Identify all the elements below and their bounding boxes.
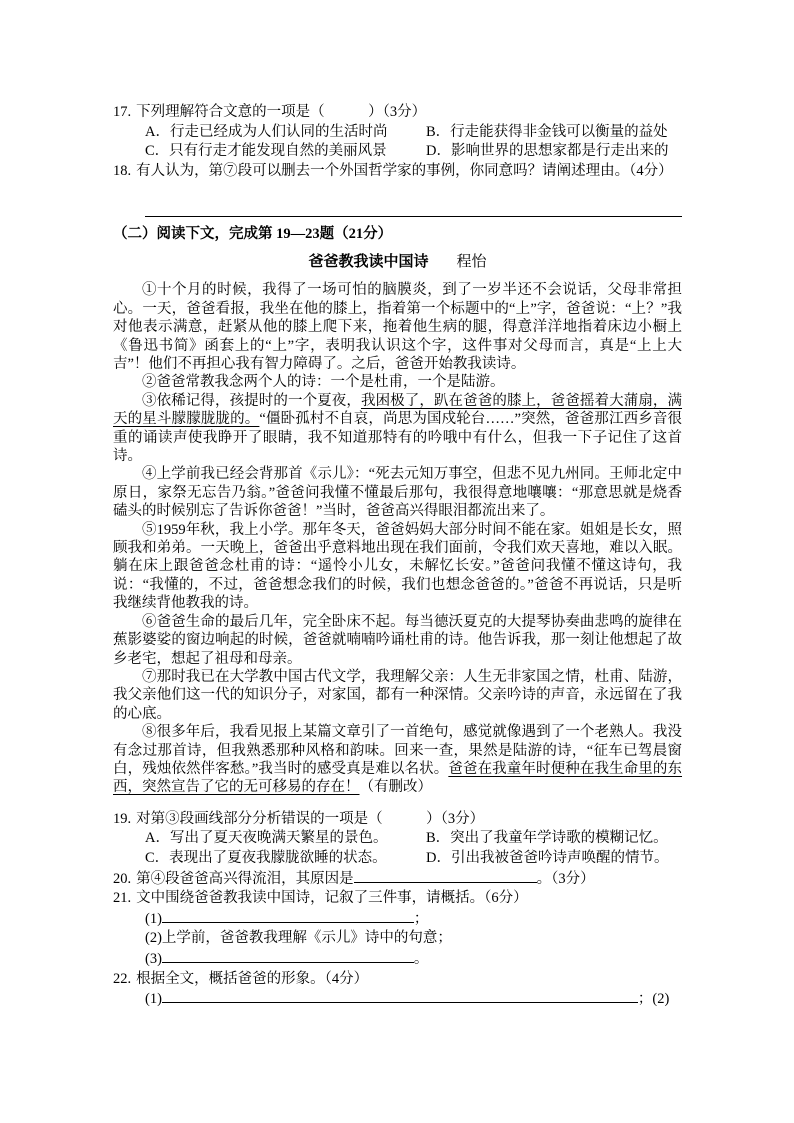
question-19-number: 19.	[113, 810, 132, 827]
item-3-label: (3)	[145, 950, 162, 967]
question-17-option-a: A．行走已经成为人们认同的生活时尚	[145, 123, 388, 140]
section-2-heading: （二）阅读下文，完成第 19—23题（21分）	[113, 226, 393, 243]
question-17	[113, 103, 682, 162]
question-18-text: 有人认为，第⑦段可以删去一个外国哲学家的事例，你同意吗？请阐述理由。（4分）	[136, 162, 673, 179]
passage-title: 爸爸教我读中国诗	[308, 254, 429, 271]
paragraph-5	[113, 521, 682, 613]
question-17-options-row2	[113, 142, 682, 162]
item-1-suffix: ；	[413, 910, 429, 927]
answer-blank	[162, 909, 414, 923]
paragraph-8-text: ⑧很多年后，我看见报上某篇文章引了一首绝句，感觉就像遇到了一个老熟人。我没有念过那首诗，但我熟悉那种风格和韵味。回来一查，果然是陆游的诗，“征车已驾晨窗白，残烛依然伴客愁。”我当时的感受真是难以名状。	[113, 724, 682, 777]
paragraph-8-note: （有删改）	[359, 779, 432, 796]
question-21-item-2	[113, 929, 682, 949]
paragraph-8	[113, 723, 682, 797]
question-19-options-row1	[113, 829, 682, 849]
question-19-stem	[113, 810, 682, 830]
question-21	[113, 889, 682, 969]
question-19-option-d: D．引出我被爸爸吟诗声唤醒的情节。	[426, 849, 669, 866]
question-21-stem	[113, 889, 682, 909]
paragraph-8-underlined-text: 爸爸在我童年时便种在我生命里的东西，突然宣告了它的无可移易的存在！	[113, 760, 683, 796]
question-19-text: 对第③段画线部分分析错误的一项是（ ）（3分）	[136, 810, 485, 827]
question-20-text-after: 。（3分）	[536, 870, 595, 887]
paragraph-6-text: ⑥爸爸生命的最后几年，完全卧床不起。每当德沃夏克的大提琴协奏曲悲鸣的旋律在蕉影婆娑的窗边响起的时候，爸爸就喃喃吟诵杜甫的诗。他告诉我，那一刻让他想起了故乡老宅，想起了祖母和母亲。	[113, 613, 682, 667]
question-17-option-d: D．影响世界的思想家都是行走出来的	[426, 143, 669, 160]
question-20-stem	[113, 869, 682, 890]
question-19-option-a: A．写出了夏天夜晚满天繁星的景色。	[145, 830, 388, 847]
paragraph-5-text: ⑤1959年秋，我上小学。那年冬天，爸爸妈妈大部分时间不能在家。姐姐是长女，照顾我和弟弟。一天晚上，爸爸出乎意料地出现在我们面前，令我们欢天喜地，难以入眠。躺在床上跟爸爸念杜甫的诗：“遥怜小儿女，未解忆长安。”爸爸问我懂不懂这诗句，我说：“我懂的，不过，爸爸想念我们的时候，我们也想念爸爸的。”爸爸不再说话，只是听我继续背他教我的诗。	[113, 521, 682, 612]
item-2-label: (2)	[145, 930, 162, 947]
question-22	[113, 970, 682, 1010]
item-1-label: (1)	[145, 991, 162, 1008]
question-20-text: 第④段爸爸高兴得流泪，其原因是	[136, 870, 354, 887]
paragraph-7-text: ⑦那时我已在大学教中国古代文学，我理解父亲：人生无非家国之情，杜甫、陆游，我父亲他们这一代的知识分子，对家国，都有一种深情。父亲吟诗的声音，永远留在了我的心底。	[113, 668, 682, 722]
paragraph-3-underlined-text: 我困极了，趴在爸爸的膝上，爸爸摇着大蒲扇，满天的星斗朦朦胧胧的。	[113, 392, 683, 428]
paragraph-7	[113, 668, 682, 723]
question-19-option-b: B．突出了我童年学诗歌的模糊记忆。	[426, 830, 668, 847]
question-20	[113, 869, 682, 890]
paragraph-1-text: ①十个月的时候，我得了一场可怕的脑膜炎，到了一岁半还不会说话，父母非常担心。一天，爸爸看报，我坐在他的膝上，指着第一个标题中的“上”字，爸爸说：“上？”我对他表示满意，赶紧从他的膝上爬下来，拖着他生病的腿，得意洋洋地指着床边小橱上《鲁迅书简》函套上的“上”字，表明我认识这个字，这件事对父母而言，真是“上上大吉”！他们不再担心我有智力障碍了。之后，爸爸开始教我读诗。	[113, 282, 682, 372]
question-22-number: 22.	[113, 970, 132, 987]
questions-19-22	[113, 810, 682, 1010]
question-21-text: 文中围绕爸爸教我读中国诗，记叙了三件事，请概括。（6分）	[136, 890, 528, 907]
question-19	[113, 810, 682, 869]
item-3-suffix: 。	[413, 950, 429, 967]
question-19-option-c: C．表现出了夏夜我朦胧欲睡的状态。	[145, 849, 387, 866]
paragraph-2-text: ②爸爸常教我念两个人的诗：一个是杜甫，一个是陆游。	[142, 374, 505, 391]
answer-blank	[162, 949, 414, 963]
question-22-item-1	[113, 989, 682, 1010]
answer-blank	[162, 989, 638, 1003]
paragraph-3-text-after: “僵卧孤村不自哀，尚思为国戍轮台……”突然，爸爸那江西乡音很重的诵读声使我睁开了眼睛，我不知道那特有的吟哦中有什么，但我一下子记住了这首诗。	[113, 411, 682, 465]
item-2-text: 上学前，爸爸教我理解《示儿》诗中的句意；	[161, 930, 452, 947]
paragraph-4	[113, 465, 682, 520]
paragraph-4-text: ④上学前我已经会背那首《示儿》：“死去元知万事空，但悲不见九州同。王师北定中原日，家祭无忘告乃翁。”爸爸问我懂不懂最后那句，我很得意地嚷嚷：“那意思就是烧香磕头的时候别忘了告诉你爸爸！”当时，爸爸高兴得眼泪都流出来了。	[113, 466, 682, 520]
answer-line	[145, 181, 682, 217]
passage-title-row	[113, 250, 682, 274]
question-22-text: 根据全文，概括爸爸的形象。（4分）	[136, 970, 369, 987]
paragraph-3-text: ③依稀记得，孩提时的一个夏夜，	[142, 392, 361, 409]
passage-author: 程怡	[456, 254, 487, 271]
question-21-item-3	[113, 949, 682, 970]
question-17-option-c: C．只有行走才能发现自然的美丽风景	[145, 143, 387, 160]
question-18-stem	[113, 162, 682, 182]
question-21-number: 21.	[113, 890, 132, 907]
paragraph-6	[113, 613, 682, 668]
question-18	[113, 162, 682, 218]
question-19-options-row2	[113, 849, 682, 869]
item-1-suffix: ；(2)	[637, 991, 670, 1008]
question-20-number: 20.	[113, 870, 132, 887]
item-1-label: (1)	[145, 910, 162, 927]
question-17-option-b: B．行走能获得非金钱可以衡量的益处	[426, 123, 668, 140]
paragraph-1	[113, 281, 682, 373]
question-18-number: 18.	[113, 162, 132, 179]
question-22-stem	[113, 970, 682, 990]
answer-blank	[354, 869, 537, 883]
reading-passage	[113, 281, 682, 796]
question-17-number: 17.	[113, 104, 132, 120]
paragraph-2	[113, 373, 682, 391]
question-17-options-row1	[113, 123, 682, 143]
paragraph-3	[113, 392, 682, 466]
question-17-text: 下列理解符合文意的一项是（ ）（3分）	[136, 104, 427, 120]
question-21-item-1	[113, 909, 682, 930]
question-17-stem	[113, 103, 682, 123]
